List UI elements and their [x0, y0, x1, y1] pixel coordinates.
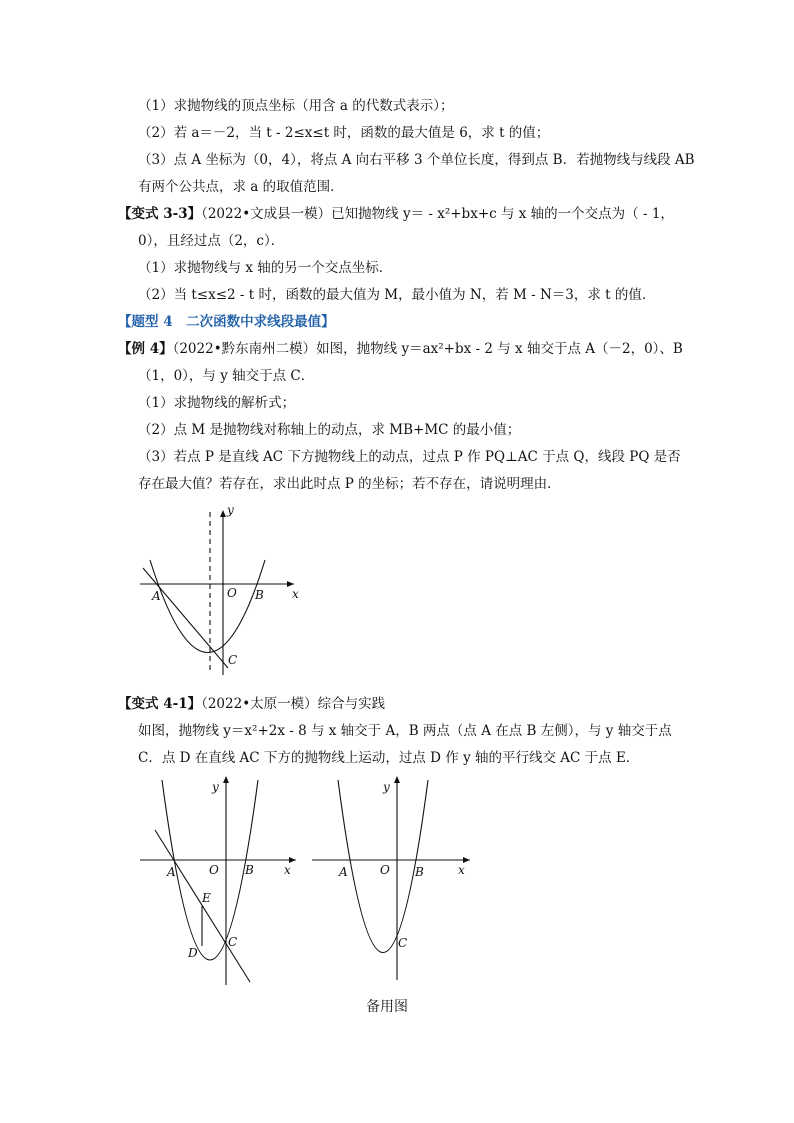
y-axis-arrow [394, 776, 400, 783]
label-b: B [255, 588, 264, 602]
label-d: D [188, 946, 198, 960]
variant-3-3-stem: （2022•文成县一模）已知抛物线 y＝ - x²+bx+c 与 x 轴的一个交点为（ - 1， [201, 206, 674, 222]
q2-text: （2）若 a＝－2，当 t - 2≤x≤t 时，函数的最大值是 6，求 t 的值； [138, 125, 550, 141]
label-c: C [398, 936, 408, 950]
q1-text: （1）求抛物线的顶点坐标（用含 a 的代数式表示）； [138, 98, 454, 114]
label-b: B [245, 863, 254, 877]
variant-4-1-text-2: C．点 D 在直线 AC 下方的抛物线上运动，过点 D 作 y 轴的平行线交 AC 于点 E． [138, 750, 640, 766]
label-c: C [228, 653, 238, 667]
figure-variant-4-1 [130, 770, 305, 990]
label-a: A [167, 865, 176, 879]
label-x: x [292, 587, 299, 601]
example-4-q1: （1）求抛物线的解析式； [138, 395, 296, 411]
variant-3-3-q1: （1）求抛物线与 x 轴的另一个交点坐标． [138, 260, 393, 276]
variant-4-1-heading [118, 694, 385, 714]
variant-3-3-stem-cont: 0），且经过点（2，c）． [138, 233, 285, 249]
label-e: E [202, 891, 211, 905]
figure-caption: 备用图 [366, 999, 408, 1015]
example-4-heading [118, 339, 683, 359]
variant-3-3-heading [118, 204, 674, 224]
example-4-q2: （2）点 M 是抛物线对称轴上的动点，求 MB+MC 的最小值； [138, 422, 521, 438]
variant-3-3-q2: （2）当 t≤x≤2 - t 时，函数的最大值为 M，最小值为 N，若 M - N＝3，求 t 的值． [138, 287, 656, 303]
y-axis-arrow [223, 776, 229, 783]
example-4-stem: （2022•黔东南州二模）如图，抛物线 y＝ax²+bx - 2 与 x 轴交于点 A（－2，0）、B [172, 341, 683, 357]
line-ac [143, 568, 228, 668]
figure-spare [305, 770, 475, 980]
section-heading-type-4: 【题型 4 二次函数中求线段最值】 [118, 314, 335, 330]
q3-text: （3）点 A 坐标为（0，4），将点 A 向右平移 3 个单位长度，得到点 B．若抛物线与线段 AB [138, 152, 695, 168]
label-x: x [284, 863, 291, 877]
example-4-stem-cont: （1，0），与 y 轴交于点 C． [138, 368, 315, 384]
label-o: O [380, 863, 390, 877]
label-a: A [339, 865, 348, 879]
q3-text-cont: 有两个公共点，求 a 的取值范围． [138, 179, 344, 195]
example-4-q3-cont: 存在最大值？若存在，求出此时点 P 的坐标；若不存在，请说明理由． [138, 476, 561, 492]
y-axis-arrow [220, 510, 226, 517]
label-y: y [383, 780, 390, 794]
variant-4-1-label: 【变式 4-1】 [118, 696, 202, 712]
parabola [150, 560, 265, 653]
figure-example-4 [130, 500, 310, 680]
variant-3-3-label: 【变式 3-3】 [118, 206, 202, 222]
example-4-q3: （3）若点 P 是直线 AC 下方抛物线上的动点，过点 P 作 PQ⊥AC 于点 Q，线段 PQ 是否 [138, 449, 681, 465]
label-y: y [227, 503, 234, 517]
variant-4-1-text-1: 如图，抛物线 y＝x²+2x - 8 与 x 轴交于 A，B 两点（点 A 在点 B 左侧），与 y 轴交于点 [138, 723, 672, 739]
label-c: C [228, 935, 238, 949]
label-x: x [458, 863, 465, 877]
label-y: y [212, 780, 219, 794]
label-b: B [415, 865, 424, 879]
variant-4-1-stem: （2022•太原一模）综合与实践 [201, 696, 386, 712]
label-o: O [209, 863, 219, 877]
label-o: O [227, 586, 237, 600]
example-4-label: 【例 4】 [118, 341, 173, 357]
label-a: A [152, 589, 161, 603]
